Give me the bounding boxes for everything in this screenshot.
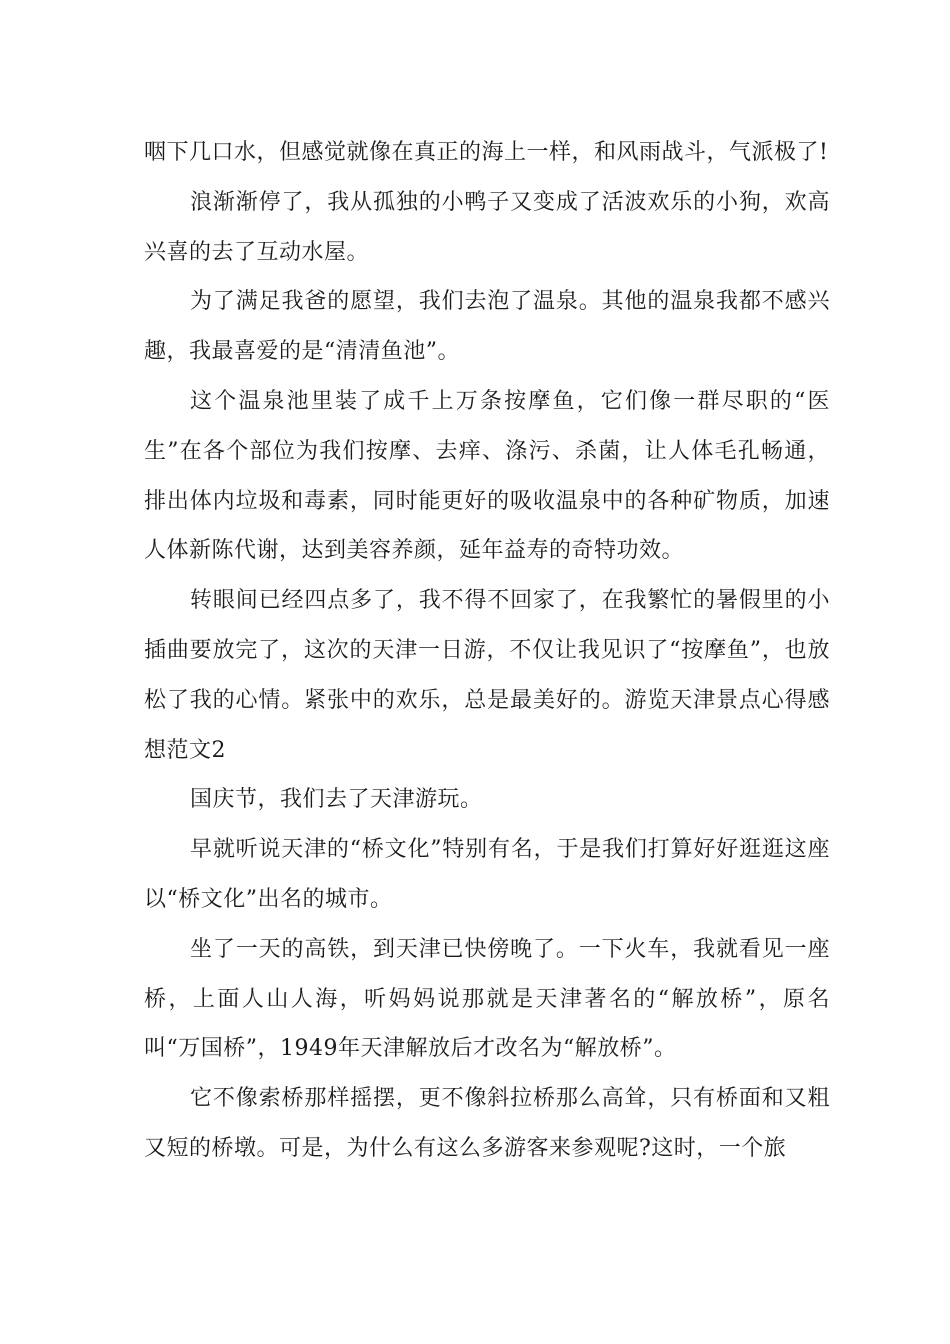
paragraph-8: 坐了一天的高铁，到天津已快傍晚了。一下火车，我就看见一座桥，上面人山人海，听妈妈说那就是天津著名的“解放桥”，原名叫“万国桥”，1949年天津解放后才改名为“解放桥”。 [144,936,830,1062]
paragraph-2: 浪渐渐停了，我从孤独的小鸭子又变成了活波欢乐的小狗，欢高兴喜的去了互动水屋。 [144,189,830,265]
paragraph-6: 国庆节，我们去了天津游玩。 [190,787,483,813]
paragraph-9: 它不像索桥那样摇摆，更不像斜拉桥那么高耸，只有桥面和又粗又短的桥墩。可是，为什么有这么多游客来参观呢?这时，一个旅 [144,1086,830,1161]
paragraph-5: 转眼间已经四点多了，我不得不回家了，在我繁忙的暑假里的小插曲要放完了，这次的天津一日游，不仅让我见识了“按摩鱼”，也放松了我的心情。紧张中的欢乐，总是最美好的。游览天津景点心得感想范文2 [144,588,830,763]
paragraph-1: 咽下几口水，但感觉就像在真正的海上一样，和风雨战斗，气派极了! [144,140,829,165]
paragraph-3: 为了满足我爸的愿望，我们去泡了温泉。其他的温泉我都不感兴趣，我最喜爱的是“清清鱼池”。 [144,289,830,365]
paragraph-7: 早就听说天津的“桥文化”特别有名，于是我们打算好好逛逛这座以“桥文化”出名的城市。 [144,837,830,912]
paragraph-4: 这个温泉池里装了成千上万条按摩鱼，它们像一群尽职的“医生”在各个部位为我们按摩、去痒、涤污、杀菌，让人体毛孔畅通，排出体内垃圾和毒素，同时能更好的吸收温泉中的各种矿物质，加速人体新陈代谢，达到美容养颜，延年益寿的奇特功效。 [144,388,830,564]
document-body [144,128,830,1174]
